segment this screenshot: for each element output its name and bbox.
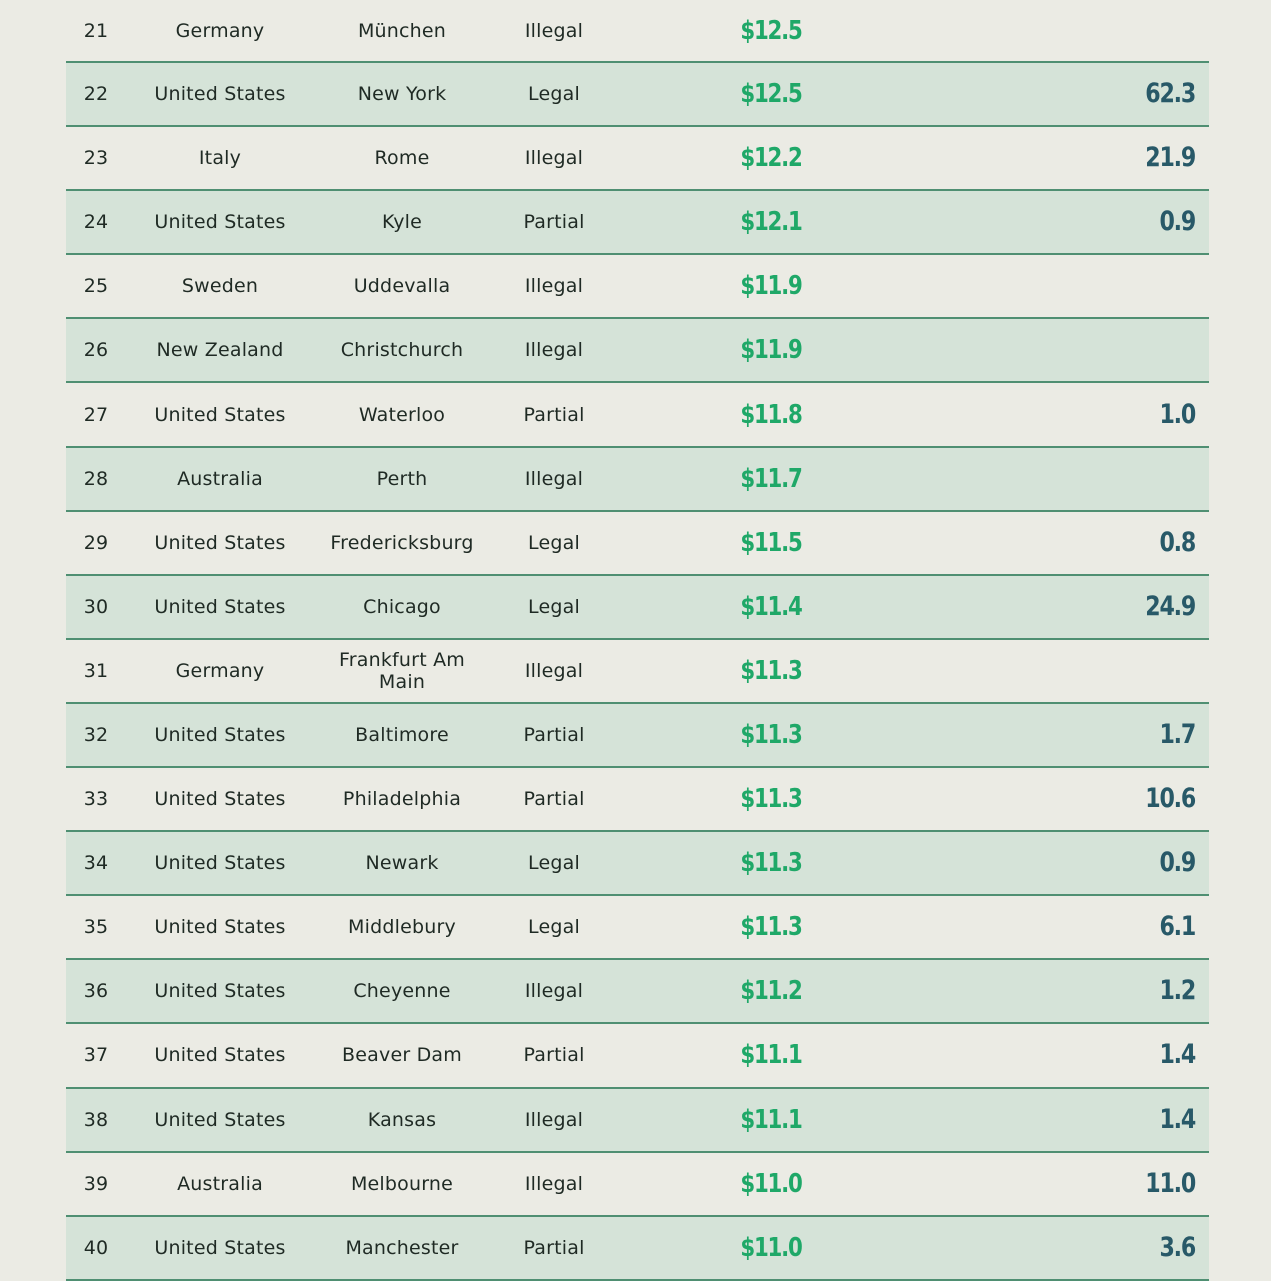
value-cell: 6.1 <box>1159 911 1195 943</box>
city-cell: Rome <box>374 147 430 170</box>
country-cell: United States <box>154 852 286 875</box>
legal-status-cell: Partial <box>523 1044 585 1067</box>
legal-status-cell: Partial <box>523 723 585 746</box>
rank-cell: 27 <box>83 403 109 426</box>
price-cell: $11.8 <box>740 399 802 430</box>
price-cell: $11.0 <box>740 1168 802 1199</box>
value-cell: 0.9 <box>1159 847 1195 879</box>
rank-cell: 24 <box>83 211 109 234</box>
country-cell: United States <box>154 916 286 939</box>
rank-cell: 22 <box>83 83 109 106</box>
country-cell: United States <box>154 83 286 106</box>
price-cell: $11.7 <box>740 463 802 494</box>
country-cell: United States <box>154 595 286 618</box>
price-cell: $11.0 <box>740 1232 802 1263</box>
price-cell: $11.3 <box>740 719 802 750</box>
price-cell: $11.4 <box>740 591 802 622</box>
table-row <box>66 1024 1209 1088</box>
price-cell: $11.3 <box>740 655 802 686</box>
rank-cell: 39 <box>83 1172 109 1195</box>
table-row <box>66 63 1209 127</box>
price-cell: $12.5 <box>740 79 802 110</box>
country-cell: Australia <box>177 467 263 490</box>
table-row <box>66 127 1209 191</box>
city-cell: München <box>357 19 447 42</box>
legal-status-cell: Illegal <box>524 1108 584 1131</box>
table-row <box>66 191 1209 255</box>
country-cell: Germany <box>175 659 265 682</box>
legal-status-cell: Partial <box>523 211 585 234</box>
rank-cell: 30 <box>83 595 109 618</box>
rank-cell: 40 <box>83 1236 109 1259</box>
country-cell: New Zealand <box>156 339 284 362</box>
value-cell <box>1097 0 1195 61</box>
value-cell: 0.8 <box>1159 526 1195 558</box>
legal-status-cell: Legal <box>528 916 580 939</box>
country-cell: United States <box>154 723 286 746</box>
rank-cell: 33 <box>83 788 109 811</box>
city-cell: Kansas <box>367 1108 437 1131</box>
city-cell: Manchester <box>345 1236 459 1259</box>
table-row <box>66 255 1209 319</box>
value-cell: 24.9 <box>1145 590 1195 622</box>
country-cell: United States <box>154 788 286 811</box>
table-row <box>66 896 1209 960</box>
value-cell <box>1097 448 1195 510</box>
price-cell: $11.9 <box>740 335 802 366</box>
table-row <box>66 704 1209 768</box>
value-cell: 21.9 <box>1145 142 1195 174</box>
rank-cell: 29 <box>83 531 109 554</box>
city-cell: Frankfurt Am Main <box>339 648 465 693</box>
city-cell: Christchurch <box>340 339 464 362</box>
table-row <box>66 512 1209 576</box>
legal-status-cell: Legal <box>528 531 580 554</box>
city-cell: Baltimore <box>355 723 449 746</box>
table-row <box>66 1089 1209 1153</box>
legal-status-cell: Illegal <box>524 659 584 682</box>
value-cell: 1.4 <box>1159 1103 1195 1135</box>
price-cell: $11.1 <box>740 1104 802 1135</box>
table-row <box>66 640 1209 704</box>
legal-status-cell: Illegal <box>524 467 584 490</box>
price-cell: $11.3 <box>740 848 802 879</box>
table-row <box>66 576 1209 640</box>
value-cell <box>1097 640 1195 702</box>
country-cell: United States <box>154 403 286 426</box>
rank-cell: 21 <box>83 19 109 42</box>
rank-cell: 28 <box>83 467 109 490</box>
table-row <box>66 960 1209 1024</box>
rank-cell: 25 <box>83 275 109 298</box>
country-cell: Sweden <box>181 275 259 298</box>
value-cell: 3.6 <box>1159 1231 1195 1263</box>
rank-cell: 34 <box>83 852 109 875</box>
rank-cell: 32 <box>83 723 109 746</box>
city-cell: Beaver Dam <box>342 1044 462 1067</box>
country-cell: Italy <box>198 147 242 170</box>
legal-status-cell: Partial <box>523 788 585 811</box>
rank-cell: 31 <box>83 659 109 682</box>
rank-cell: 37 <box>83 1044 109 1067</box>
city-cell: Melbourne <box>350 1172 454 1195</box>
price-cell: $11.2 <box>740 976 802 1007</box>
price-cell: $11.5 <box>740 527 802 558</box>
table-row <box>66 832 1209 896</box>
country-cell: Germany <box>175 19 265 42</box>
price-cell: $12.2 <box>740 143 802 174</box>
legal-status-cell: Legal <box>528 595 580 618</box>
price-cell: $11.3 <box>740 912 802 943</box>
city-cell: Newark <box>365 852 439 875</box>
price-cell: $12.1 <box>740 207 802 238</box>
country-cell: United States <box>154 1236 286 1259</box>
city-cell: Kyle <box>381 211 423 234</box>
legal-status-cell: Illegal <box>524 147 584 170</box>
legal-status-cell: Illegal <box>524 275 584 298</box>
country-cell: United States <box>154 211 286 234</box>
value-cell: 62.3 <box>1145 78 1195 110</box>
legal-status-cell: Partial <box>523 1236 585 1259</box>
value-cell: 10.6 <box>1145 783 1195 815</box>
city-cell: Philadelphia <box>342 788 462 811</box>
legal-status-cell: Partial <box>523 403 585 426</box>
value-cell: 0.9 <box>1159 206 1195 238</box>
country-cell: United States <box>154 980 286 1003</box>
rank-cell: 23 <box>83 147 109 170</box>
table-row <box>66 1217 1209 1281</box>
table-row <box>66 1153 1209 1217</box>
rank-cell: 26 <box>83 339 109 362</box>
value-cell: 1.0 <box>1159 398 1195 430</box>
value-cell <box>1097 255 1195 317</box>
country-cell: United States <box>154 531 286 554</box>
price-cell: $11.3 <box>740 784 802 815</box>
value-cell: 1.4 <box>1159 1039 1195 1071</box>
legal-status-cell: Illegal <box>524 1172 584 1195</box>
legal-status-cell: Legal <box>528 852 580 875</box>
legal-status-cell: Legal <box>528 83 580 106</box>
city-cell: Uddevalla <box>353 275 451 298</box>
value-cell: 1.2 <box>1159 975 1195 1007</box>
city-cell: Waterloo <box>358 403 446 426</box>
table-row <box>66 319 1209 383</box>
price-cell: $11.1 <box>740 1040 802 1071</box>
table-row <box>66 448 1209 512</box>
table-row <box>66 383 1209 447</box>
price-cell: $11.9 <box>740 271 802 302</box>
rank-cell: 36 <box>83 980 109 1003</box>
ranking-table <box>66 0 1209 1281</box>
country-cell: United States <box>154 1108 286 1131</box>
price-cell: $12.5 <box>740 15 802 46</box>
city-cell: Cheyenne <box>353 980 451 1003</box>
rank-cell: 35 <box>83 916 109 939</box>
value-cell: 11.0 <box>1145 1167 1195 1199</box>
city-cell: Middlebury <box>348 916 456 939</box>
city-cell: New York <box>357 83 447 106</box>
table-row <box>66 768 1209 832</box>
legal-status-cell: Illegal <box>524 19 584 42</box>
country-cell: United States <box>154 1044 286 1067</box>
city-cell: Chicago <box>363 595 441 618</box>
country-cell: Australia <box>177 1172 263 1195</box>
table-row <box>66 0 1209 63</box>
value-cell <box>1097 319 1195 381</box>
value-cell: 1.7 <box>1159 718 1195 750</box>
city-cell: Fredericksburg <box>330 531 474 554</box>
legal-status-cell: Illegal <box>524 339 584 362</box>
rank-cell: 38 <box>83 1108 109 1131</box>
city-cell: Perth <box>376 467 428 490</box>
legal-status-cell: Illegal <box>524 980 584 1003</box>
